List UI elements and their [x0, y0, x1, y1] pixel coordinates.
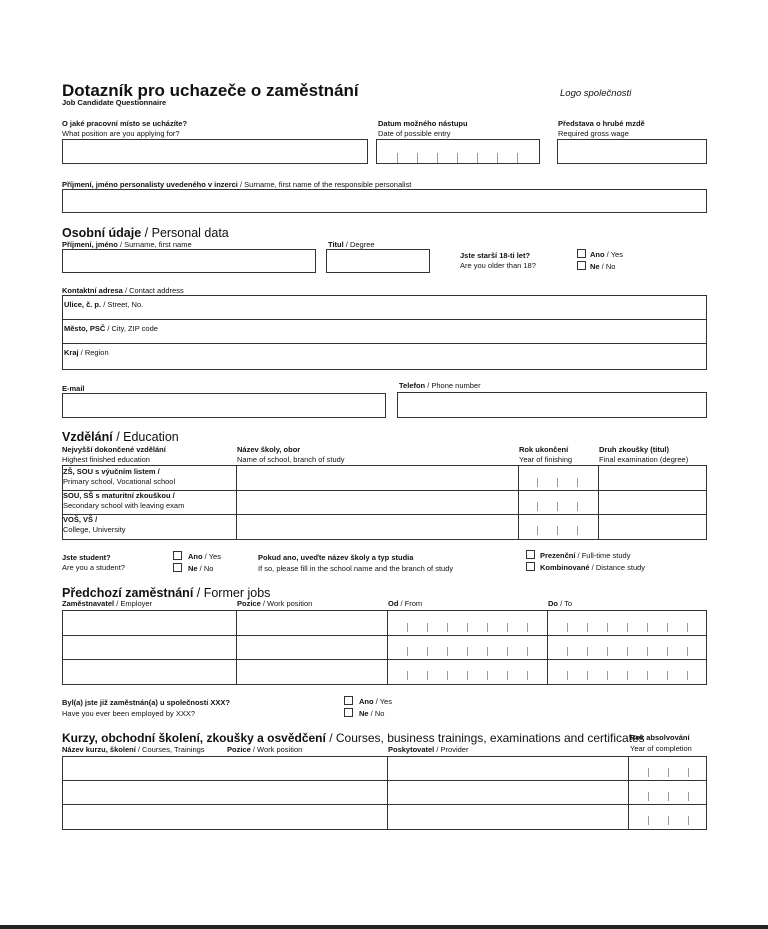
- phone-label: Telefon / Phone number: [399, 381, 481, 390]
- exam-label-cz: Druh zkoušky (titul): [599, 445, 670, 454]
- highest-edu-label-cz: Nejvyšší dokončené vzdělání: [62, 445, 166, 454]
- age-no-checkbox[interactable]: [577, 261, 586, 270]
- student-school-label-en: If so, please fill in the school name and the branch of study: [258, 564, 454, 573]
- personalist-label: Příjmení, jméno personalisty uvedeného v inzerci / Surname, first name of the responsible personalist: [62, 180, 412, 189]
- to-label: Do / To: [548, 599, 573, 608]
- courses-table: [62, 756, 707, 830]
- name-label: Příjmení, jméno / Surname, first name: [62, 240, 192, 249]
- address-block: [62, 295, 707, 370]
- wage-input[interactable]: [557, 139, 707, 164]
- year-finish-label-en: Year of finishing: [519, 455, 573, 464]
- employed-yes-checkbox[interactable]: [344, 696, 353, 705]
- school-label-en: Name of school, branch of study: [237, 455, 345, 464]
- from-label: Od / From: [388, 599, 423, 608]
- entry-date-input[interactable]: [376, 139, 540, 164]
- edu-row-2-en: Secondary school with leaving exam: [63, 501, 185, 510]
- city-field[interactable]: Město, PSČ / City, ZIP code: [64, 324, 158, 333]
- courses-heading: Kurzy, obchodní školení, zkoušky a osvědčení / Courses, business trainings, examinations and certificates: [62, 731, 645, 745]
- completion-year-label-en: Year of completion: [630, 744, 692, 753]
- personal-heading: Osobní údaje / Personal data: [62, 226, 229, 240]
- wage-label-cz: Představa o hrubé mzdě: [558, 119, 645, 128]
- email-label: E-mail: [62, 384, 85, 393]
- jobs-table: [62, 610, 707, 685]
- student-yes-checkbox[interactable]: [173, 551, 182, 560]
- age-yes-checkbox[interactable]: [577, 249, 586, 258]
- edu-row-3-cz: VOŠ, VŠ /: [63, 515, 98, 524]
- phone-input[interactable]: [397, 392, 707, 418]
- address-heading: Kontaktní adresa / Contact address: [62, 286, 184, 295]
- employed-yes-label: Ano / Yes: [359, 697, 392, 706]
- age-yes-label: Ano / Yes: [590, 250, 623, 259]
- school-label-cz: Název školy, obor: [237, 445, 301, 454]
- page-bottom-edge: [0, 925, 768, 929]
- student-no-label: Ne / No: [188, 564, 214, 573]
- student-school-label-cz: Pokud ano, uveďte název školy a typ studia: [258, 553, 414, 562]
- position-label-cz: O jaké pracovní místo se ucházíte?: [62, 119, 188, 128]
- edu-row-1-cz: ZŠ, SOU s výučním listem /: [63, 467, 160, 476]
- street-field[interactable]: Ulice, č. p. / Street, No.: [64, 300, 144, 309]
- edu-row-3-en: College, University: [63, 525, 126, 534]
- age-question-cz: Jste starší 18-ti let?: [460, 251, 531, 260]
- degree-label: Titul / Degree: [328, 240, 375, 249]
- entry-date-label-cz: Datum možného nástupu: [378, 119, 468, 128]
- fulltime-checkbox[interactable]: [526, 550, 535, 559]
- region-field[interactable]: Kraj / Region: [64, 348, 109, 357]
- highest-edu-label-en: Highest finished education: [62, 455, 150, 464]
- employed-question-en: Have you ever been employed by XXX?: [62, 709, 195, 718]
- wage-label-en: Required gross wage: [558, 129, 629, 138]
- exam-label-en: Final examination (degree): [599, 455, 689, 464]
- age-no-label: Ne / No: [590, 262, 616, 271]
- company-logo-placeholder: Logo společnosti: [560, 88, 632, 99]
- distance-label: Kombinované / Distance study: [540, 563, 646, 572]
- provider-label: Poskytovatel / Provider: [388, 745, 469, 754]
- employer-label: Zaměstnavatel / Employer: [62, 599, 153, 608]
- course-position-label: Pozice / Work position: [227, 745, 303, 754]
- completion-year-label-cz: Rok absolvování: [630, 733, 690, 742]
- year-finish-label-cz: Rok ukončení: [519, 445, 569, 454]
- jobs-heading: Předchozí zaměstnání / Former jobs: [62, 586, 271, 600]
- edu-row-1-en: Primary school, Vocational school: [63, 477, 176, 486]
- email-input[interactable]: [62, 393, 386, 418]
- form-title: Dotazník pro uchazeče o zaměstnání: [62, 81, 359, 100]
- distance-checkbox[interactable]: [526, 562, 535, 571]
- student-no-checkbox[interactable]: [173, 563, 182, 572]
- student-yes-label: Ano / Yes: [188, 552, 221, 561]
- employed-no-checkbox[interactable]: [344, 708, 353, 717]
- course-name-label: Název kurzu, školení / Courses, Trainings: [62, 745, 205, 754]
- student-question-cz: Jste student?: [62, 553, 111, 562]
- job-position-label: Pozice / Work position: [237, 599, 313, 608]
- personalist-input[interactable]: [62, 189, 707, 213]
- edu-row-2-cz: SOU, SŠ s maturitní zkouškou /: [63, 491, 175, 500]
- name-input[interactable]: [62, 249, 316, 273]
- degree-input[interactable]: [326, 249, 430, 273]
- position-label-en: What position are you applying for?: [62, 129, 180, 138]
- form-subtitle: Job Candidate Questionnaire: [62, 98, 167, 107]
- employed-question-cz: Byl(a) jste již zaměstnán(a) u společnosti XXX?: [62, 698, 230, 707]
- age-question-en: Are you older than 18?: [460, 261, 536, 270]
- student-question-en: Are you a student?: [62, 563, 125, 572]
- education-heading: Vzdělání / Education: [62, 430, 179, 444]
- fulltime-label: Prezenční / Full-time study: [540, 551, 631, 560]
- employed-no-label: Ne / No: [359, 709, 385, 718]
- position-input[interactable]: [62, 139, 368, 164]
- entry-date-label-en: Date of possible entry: [378, 129, 451, 138]
